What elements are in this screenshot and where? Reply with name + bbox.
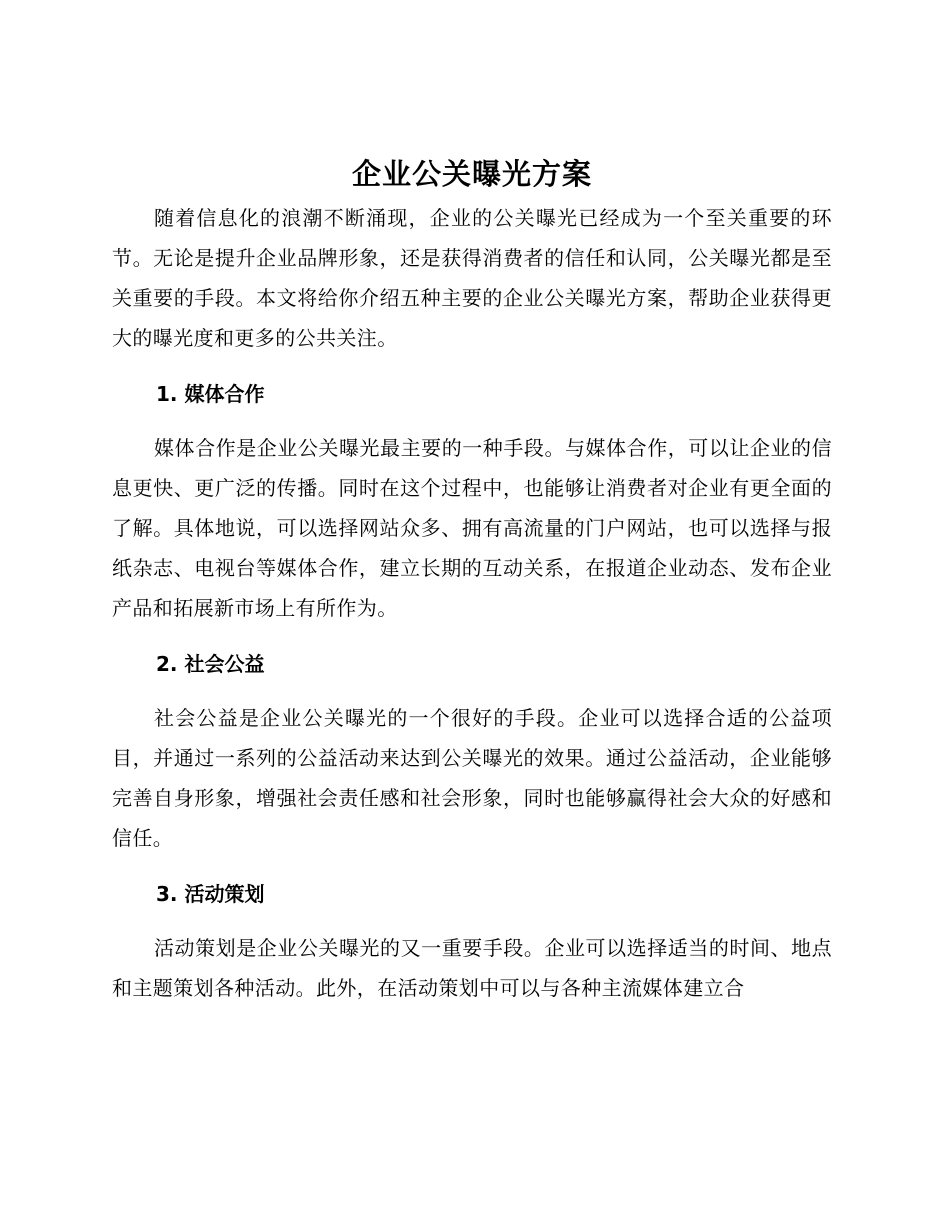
- section-body-social-welfare: 社会公益是企业公关曝光的一个很好的手段。企业可以选择合适的公益项目，并通过一系列的公益活动来达到公关曝光的效果。通过公益活动，企业能够完善自身形象，增强社会责任感和社会形象，同时也能够赢得社会大众的好感和信任。: [112, 706, 832, 850]
- intro-paragraph: 随着信息化的浪潮不断涌现，企业的公关曝光已经成为一个至关重要的环节。无论是提升企业品牌形象，还是获得消费者的信任和认同，公关曝光都是至关重要的手段。本文将给你介绍五种主要的企业公关曝光方案，帮助企业获得更大的曝光度和更多的公共关注。: [112, 206, 832, 350]
- section-body-event-planning: 活动策划是企业公关曝光的又一重要手段。企业可以选择适当的时间、地点和主题策划各种活动。此外，在活动策划中可以与各种主流媒体建立合: [112, 936, 832, 1000]
- section-heading-media-cooperation: 1. 媒体合作: [156, 382, 265, 406]
- document-page: [112, 150, 832, 1008]
- section-heading-event-planning: 3. 活动策划: [156, 882, 265, 906]
- section-heading-social-welfare: 2. 社会公益: [156, 652, 265, 676]
- document-title: 企业公关曝光方案: [351, 157, 592, 191]
- section-body-media-cooperation: 媒体合作是企业公关曝光最主要的一种手段。与媒体合作，可以让企业的信息更快、更广泛的传播。同时在这个过程中，也能够让消费者对企业有更全面的了解。具体地说，可以选择网站众多、拥有高流量的门户网站，也可以选择与报纸杂志、电视台等媒体合作，建立长期的互动关系，在报道企业动态、发布企业产品和拓展新市场上有所作为。: [112, 436, 832, 620]
